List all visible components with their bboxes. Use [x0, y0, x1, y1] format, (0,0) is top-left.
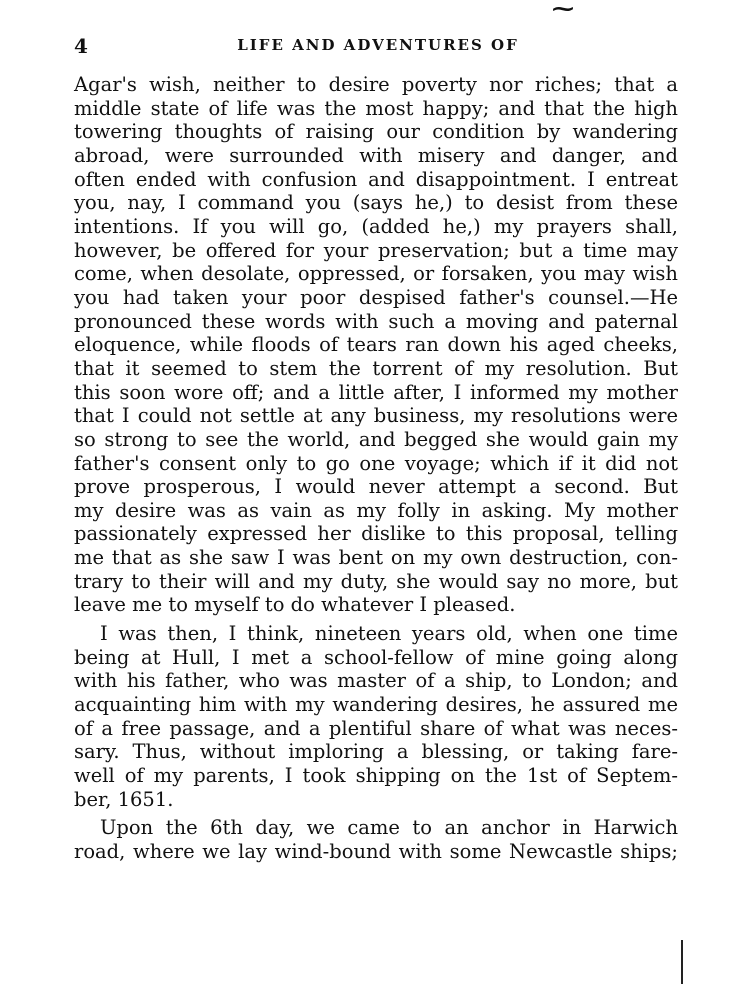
text-line: trary to their will and my duty, she would say no more, but: [74, 569, 678, 593]
running-title: LIFE AND ADVENTURES OF: [237, 36, 519, 54]
text-line: father's consent only to go one voyage; which if it did not: [74, 451, 678, 475]
text-line: sary. Thus, without imploring a blessing, or taking fare-: [74, 740, 678, 764]
text-line: me that as she saw I was bent on my own destruction, con-: [74, 546, 678, 570]
text-line: you had taken your poor despised father's counsel.—He: [74, 285, 678, 309]
paragraph: [74, 73, 678, 617]
text-line: leave me to myself to do whatever I pleased.: [74, 593, 516, 617]
paragraph: [74, 622, 678, 811]
page-number: 4: [74, 34, 88, 58]
text-line: being at Hull, I met a school-fellow of mine going along: [74, 645, 678, 669]
text-line: towering thoughts of raising our condition by wandering: [74, 120, 678, 144]
body-text: [74, 73, 678, 864]
paragraph: [74, 816, 678, 863]
text-line: that I could not settle at any business, my resolutions were: [74, 404, 678, 428]
text-line: eloquence, while floods of tears ran down his aged cheeks,: [74, 333, 678, 357]
corner-ink-mark: ⁓: [552, 0, 574, 22]
text-line: passionately expressed her dislike to this proposal, telling: [74, 522, 678, 546]
text-line: abroad, were surrounded with misery and danger, and: [74, 143, 678, 167]
text-line: that it seemed to stem the torrent of my resolution. But: [74, 356, 678, 380]
text-line: road, where we lay wind-bound with some Newcastle ships;: [74, 840, 678, 863]
text-line: you, nay, I command you (says he,) to desist from these: [74, 191, 678, 215]
text-line: pronounced these words with such a moving and paternal: [74, 309, 678, 333]
text-line: of a free passage, and a plentiful share of what was neces-: [74, 716, 678, 740]
text-line: ber, 1651.: [74, 787, 174, 811]
text-line: well of my parents, I took shipping on the 1st of Septem-: [74, 764, 678, 788]
text-line: come, when desolate, oppressed, or forsaken, you may wish: [74, 262, 678, 286]
text-line: Agar's wish, neither to desire poverty nor riches; that a: [74, 73, 678, 96]
text-line: with his father, who was master of a ship, to London; and: [74, 669, 678, 693]
text-line: often ended with confusion and disappointment. I entreat: [74, 167, 678, 191]
text-line: intentions. If you will go, (added he,) my prayers shall,: [74, 214, 678, 238]
text-line: however, be offered for your preservation; but a time may: [74, 238, 678, 262]
text-line: my desire was as vain as my folly in asking. My mother: [74, 498, 678, 522]
text-line: I was then, I think, nineteen years old, when one time: [100, 622, 678, 646]
text-line: this soon wore off; and a little after, I informed my mother: [74, 380, 678, 404]
text-line: so strong to see the world, and begged she would gain my: [74, 427, 678, 451]
text-line: middle state of life was the most happy; and that the high: [74, 96, 678, 120]
text-line: acquainting him with my wandering desires, he assured me: [74, 693, 678, 717]
text-line: Upon the 6th day, we came to an anchor in Harwich: [100, 816, 678, 840]
text-line: prove prosperous, I would never attempt a second. But: [74, 475, 678, 499]
page-edge-rule: [681, 940, 683, 984]
